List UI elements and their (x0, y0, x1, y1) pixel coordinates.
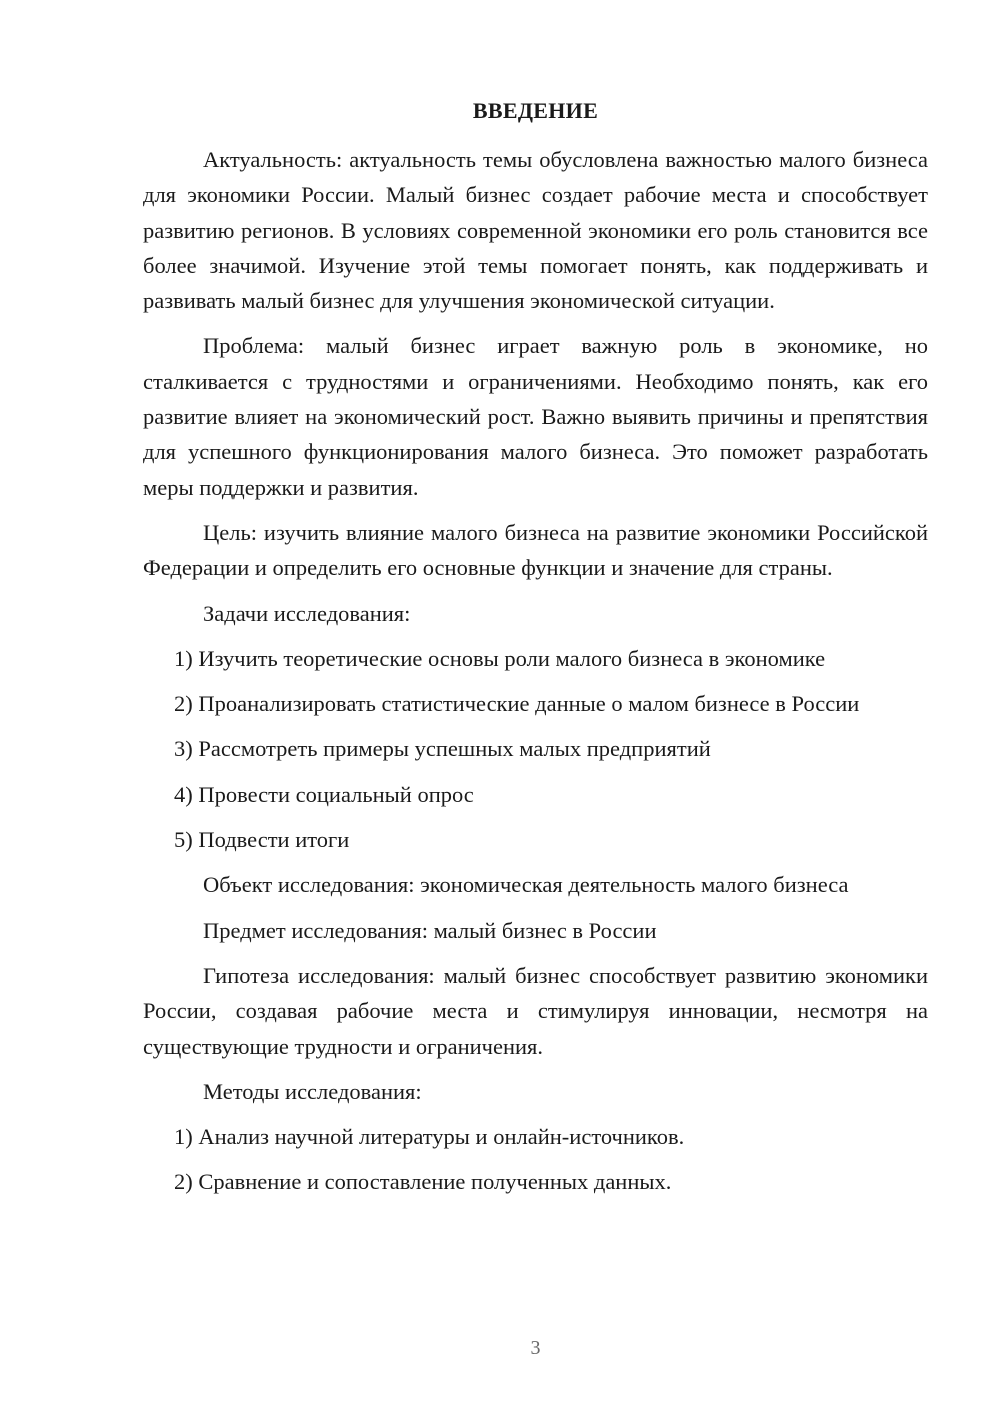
paragraph-object: Объект исследования: экономическая деятельность малого бизнеса (203, 872, 849, 898)
method-item: 2) Сравнение и сопоставление полученных данных. (174, 1169, 672, 1195)
paragraph-relevance: Актуальность: актуальность темы обусловлена важностью малого бизнеса для экономики России. Малый бизнес создает рабочие места и способствует развитию регионов. В условиях современной экономики его роль становится все более значимой. Изучение этой темы помогает понять, как поддерживать и развивать малый бизнес для улучшения экономической ситуации. (143, 147, 928, 314)
task-item: 5) Подвести итоги (174, 827, 350, 853)
paragraph-goal: Цель: изучить влияние малого бизнеса на развитие экономики Российской Федерации и определить его основные функции и значение для страны. (143, 519, 928, 581)
paragraph-problem: Проблема: малый бизнес играет важную роль в экономике, но сталкивается с трудностями и ограничениями. Необходимо понять, как его развитие влияет на экономический рост. Важно выявить причины и препятствия для успешного функционирования малого бизнеса. Это поможет разработать меры поддержки и развития. (143, 333, 928, 500)
task-item: 3) Рассмотреть примеры успешных малых предприятий (174, 736, 711, 762)
section-title: ВВЕДЕНИЕ (472, 98, 599, 123)
paragraph-subject: Предмет исследования: малый бизнес в России (203, 917, 657, 943)
method-item: 1) Анализ научной литературы и онлайн-источников. (174, 1124, 685, 1150)
task-item: 2) Проанализировать статистические данные о малом бизнесе в России (174, 691, 860, 717)
page-number: 3 (530, 1337, 541, 1359)
paragraph-hypothesis: Гипотеза исследования: малый бизнес способствует развитию экономики России, создавая рабочие места и стимулируя инновации, несмотря на существующие трудности и ограничения. (143, 962, 928, 1059)
methods-heading: Методы исследования: (203, 1078, 422, 1104)
document-page (143, 96, 928, 1200)
task-item: 4) Провести социальный опрос (174, 781, 474, 807)
tasks-heading: Задачи исследования: (203, 600, 411, 626)
task-item: 1) Изучить теоретические основы роли малого бизнеса в экономике (174, 645, 826, 671)
